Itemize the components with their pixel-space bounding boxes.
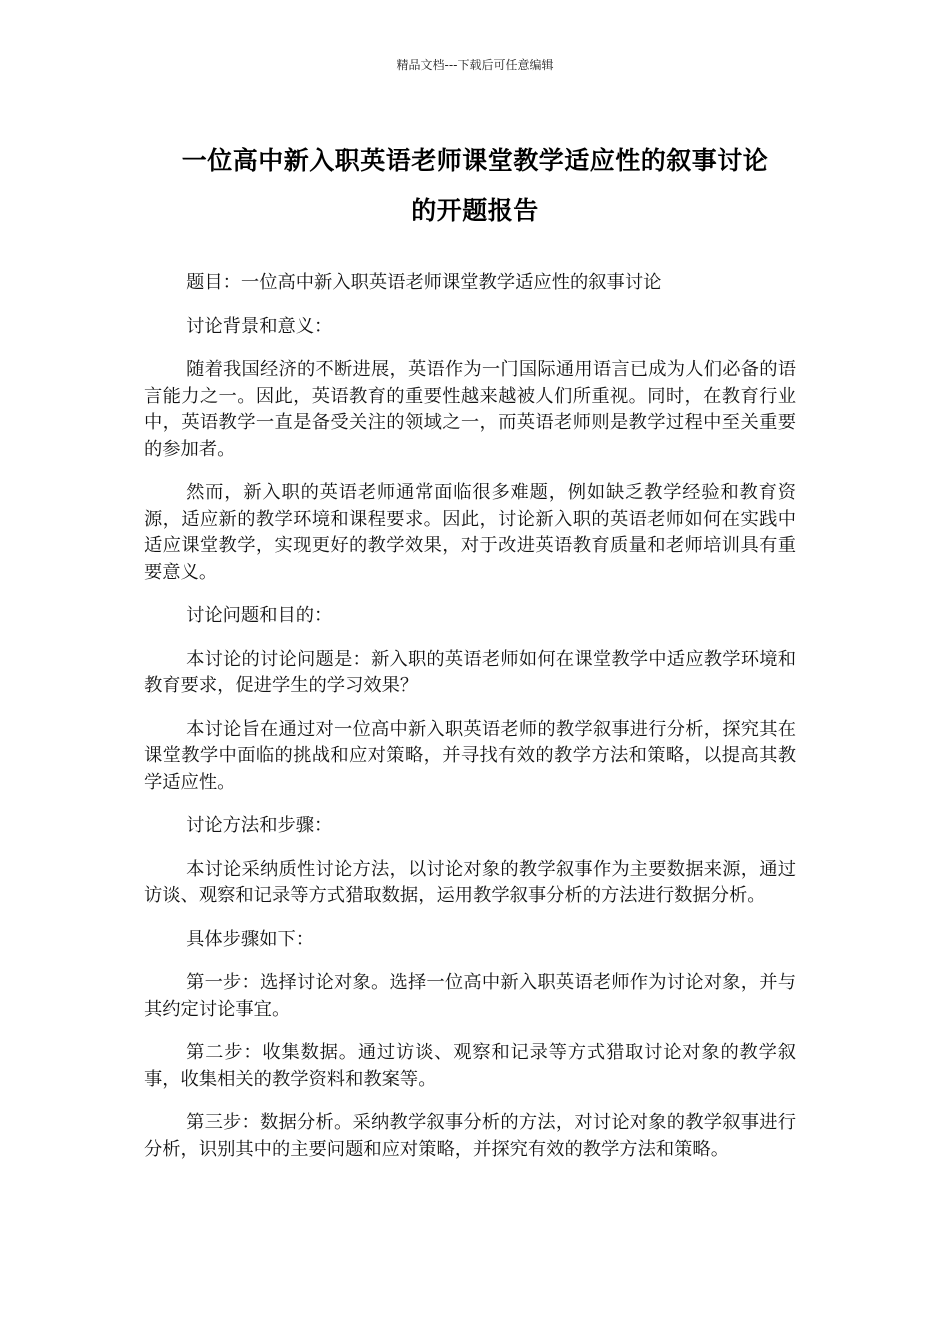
document-title-line-1: 一位高中新入职英语老师课堂教学适应性的叙事讨论 <box>181 146 769 175</box>
step-1-paragraph: 第一步：选择讨论对象。选择一位高中新入职英语老师作为讨论对象，并与其约定讨论事宜。 <box>144 972 796 1020</box>
section-heading-background: 讨论背景和意义： <box>186 315 333 337</box>
section-heading-question: 讨论问题和目的： <box>186 605 333 626</box>
question-paragraph-2: 本讨论旨在通过对一位高中新入职英语老师的教学叙事进行分析，探究其在课堂教学中面临的挑战和应对策略，并寻找有效的教学方法和策略，以提高其教学适应性。 <box>144 718 796 793</box>
document-title-line-2: 的开题报告 <box>411 196 539 225</box>
document-body <box>144 270 796 1180</box>
step-3-paragraph: 第三步：数据分析。采纳教学叙事分析的方法，对讨论对象的教学叙事进行分析，识别其中的主要问题和应对策略，并探究有效的教学方法和策略。 <box>144 1112 796 1160</box>
steps-intro: 具体步骤如下： <box>186 928 315 950</box>
section-heading-method: 讨论方法和步骤： <box>186 815 333 836</box>
method-paragraph: 本讨论采纳质性讨论方法，以讨论对象的教学叙事作为主要数据来源，通过访谈、观察和记录等方式猎取数据，运用教学叙事分析的方法进行数据分析。 <box>144 858 796 906</box>
topic-paragraph: 题目：一位高中新入职英语老师课堂教学适应性的叙事讨论 <box>186 272 662 293</box>
step-2-paragraph: 第二步：收集数据。通过访谈、观察和记录等方式猎取讨论对象的教学叙事，收集相关的教学资料和教案等。 <box>144 1042 796 1090</box>
document-title <box>120 136 830 236</box>
background-paragraph-1: 随着我国经济的不断进展，英语作为一门国际通用语言已成为人们必备的语言能力之一。因此，英语教育的重要性越来越被人们所重视。同时，在教育行业中，英语教学一直是备受关注的领域之一，而英语老师则是教学过程中至关重要的参加者。 <box>144 359 796 460</box>
question-paragraph-1: 本讨论的讨论问题是：新入职的英语老师如何在课堂教学中适应教学环境和教育要求，促进学生的学习效果？ <box>144 648 796 696</box>
page-header-note: 精品文档---下载后可任意编辑 <box>396 58 554 72</box>
background-paragraph-2: 然而，新入职的英语老师通常面临很多难题，例如缺乏教学经验和教育资源，适应新的教学环境和课程要求。因此，讨论新入职的英语老师如何在实践中适应课堂教学，实现更好的教学效果，对于改进英语教育质量和老师培训具有重要意义。 <box>144 482 796 583</box>
